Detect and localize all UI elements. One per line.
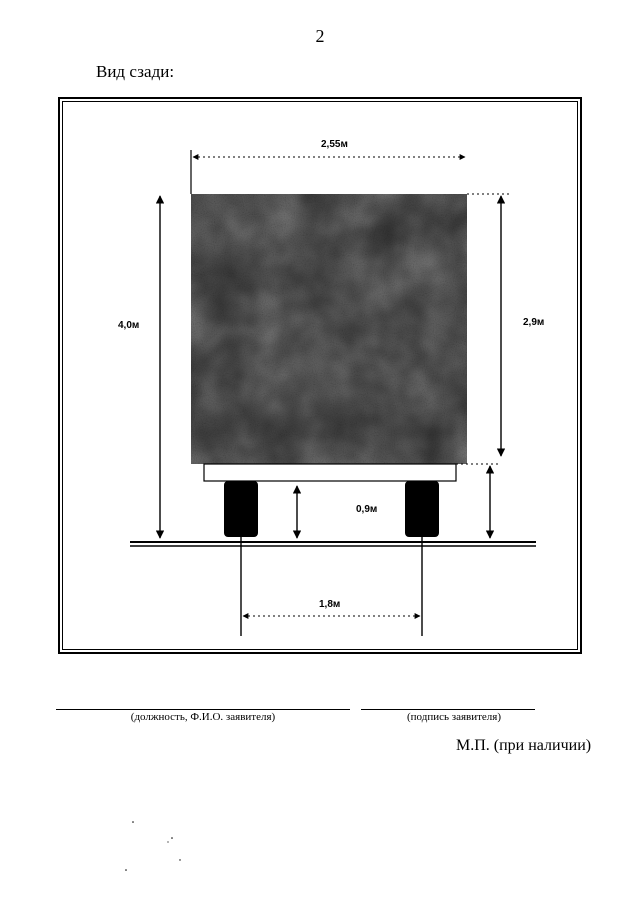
applicant-position-line: [56, 709, 350, 710]
left-support-block: [224, 481, 258, 537]
section-title: Вид сзади:: [96, 62, 175, 81]
scan-specks: [125, 821, 181, 871]
applicant-signature-caption: (подпись заявителя): [406, 711, 502, 723]
page-number: 2: [315, 26, 325, 46]
panel-height-dimension-label: 2,9м: [523, 317, 545, 328]
stamp-label: М.П. (при наличии): [456, 737, 592, 754]
applicant-signature-line: [361, 709, 535, 710]
width-dimension-label: 2,55м: [321, 139, 348, 150]
right-support-block: [405, 481, 439, 537]
panel-base-bar: [204, 464, 456, 481]
support-spacing-dimension-label: 1,8м: [319, 599, 341, 610]
applicant-position-caption: (должность, Ф.И.О. заявителя): [130, 711, 276, 723]
banner-panel: [191, 194, 467, 464]
total-height-dimension-label: 4,0м: [118, 320, 140, 331]
clearance-dimension-label: 0,9м: [356, 504, 378, 515]
